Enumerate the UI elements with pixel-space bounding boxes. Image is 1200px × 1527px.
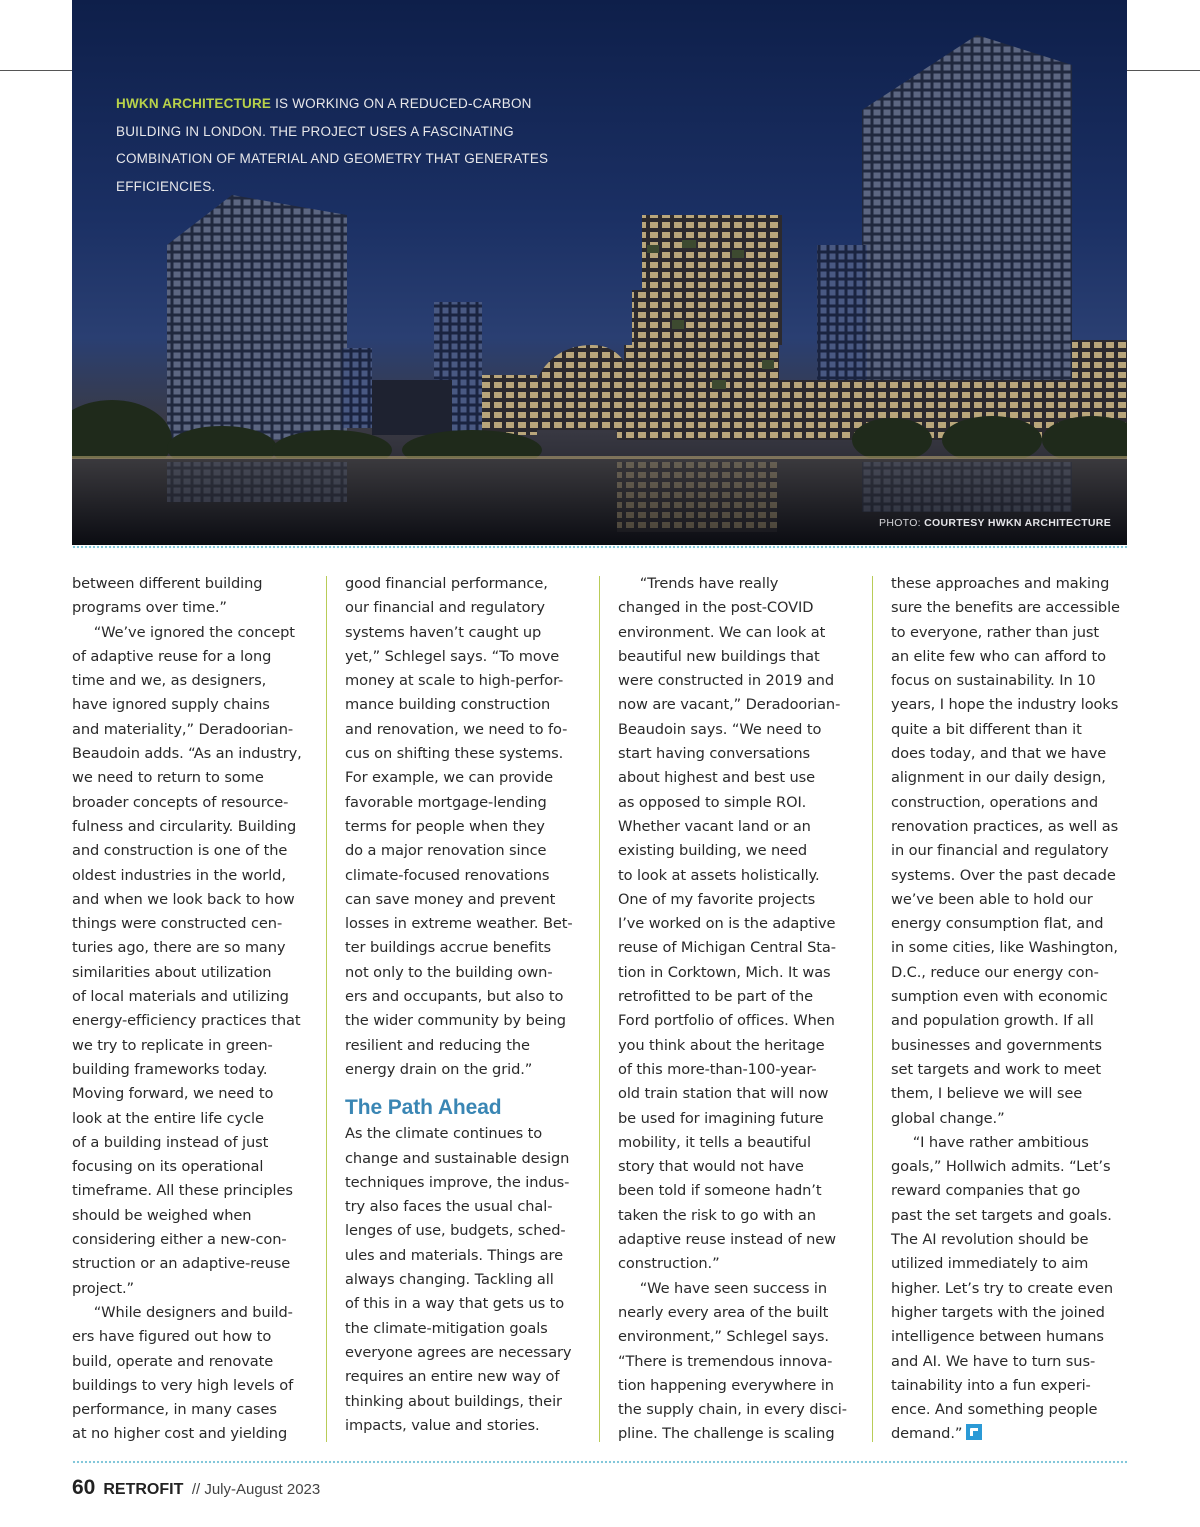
column-rule-2 bbox=[599, 576, 600, 1442]
section-heading: The Path Ahead bbox=[345, 1096, 502, 1120]
paragraph: between different building programs over time.” bbox=[72, 575, 263, 617]
paragraph: “While designers and build- ers have figured out how to build, operate and renovate buildings to very high levels of performance, in many cases at no higher cost and yielding bbox=[72, 1303, 294, 1443]
paragraph: these approaches and making sure the benefits are accessible to everyone, rather than just an elite few who can afford to focus on sustainability. In 10 years, I hope the industry looks quite a bit different than it does today, and that we have alignment in our daily design, construction, operations and renovation practices, as well as in our financial and regulatory systems. Over the past decade we’ve been able to hold our energy consumption flat, and in some cities, like Washington, D.C., reduce our energy con- sumption even with economic and population growth. If all businesses and governments set targets and work to meet them, I believe we will see global change.” bbox=[891, 575, 1120, 1127]
magazine-name: RETROFIT bbox=[103, 1481, 184, 1498]
column-rule-3 bbox=[872, 576, 873, 1442]
credit-name: COURTESY HWKN ARCHITECTURE bbox=[924, 517, 1111, 529]
text-column-1 bbox=[72, 572, 310, 1447]
photo-credit bbox=[879, 517, 1111, 529]
paragraph bbox=[891, 1131, 1129, 1447]
page-number: 60 bbox=[72, 1476, 96, 1499]
caption-text: IS WORKING ON A REDUCED-CARBON BUILDING IN LONDON. THE PROJECT USES A FASCINATING COMBINATION OF MATERIAL AND GEOMETRY THAT GENERATES EFFICIENCIES. bbox=[116, 96, 549, 194]
issue-date: // July-August 2023 bbox=[191, 1481, 321, 1498]
closing-paragraph-text: “I have rather ambitious goals,” Hollwich admits. “Let’s reward companies that go past the set targets and goals. The AI revolution should be utilized immediately to aim higher. Let’s try to create even higher targets with the joined intelligence between humans and AI. We have to turn sus- tainability into a fun experi- ence. And something people demand.” bbox=[891, 1133, 1114, 1443]
text-column-3 bbox=[618, 572, 856, 1447]
photo-bottom-rule bbox=[72, 545, 1127, 549]
credit-prefix: PHOTO: bbox=[879, 517, 925, 529]
paragraph: good financial performance, our financial and regulatory systems haven’t caught up yet,” Schlegel says. “To move money at scale to high-perfor- mance building construction and renovation, we need to fo- cus on shifting these systems. For example, we can provide favorable mortgage-lending terms for people when they do a major renovation since climate-focused renovations can save money and prevent losses in extreme weather. Bet- ter buildings accrue benefits not only to the building own- ers and occupants, but also to the wider community by being resilient and reducing the energy drain on the grid.” bbox=[345, 575, 573, 1078]
paragraph: “We have seen success in nearly every area of the built environment,” Schlegel says. “There is tremendous innova- tion happening everywhere in the supply chain, in every disci- pline. The challenge is scaling bbox=[618, 1279, 847, 1443]
column-rule-1 bbox=[326, 576, 327, 1442]
header-rule-left bbox=[0, 70, 72, 71]
page-footer bbox=[72, 1476, 320, 1500]
paragraph: As the climate continues to change and sustainable design techniques improve, the indus- try also faces the usual chal- lenges of use, budgets, sched- ules and materials. Things are always changing. Tackling all of this in a way that gets us to the climate-mitigation goals everyone agrees are necessary requires an entire new way of thinking about buildings, their impacts, value and stories. bbox=[345, 1125, 572, 1434]
article-end-icon bbox=[966, 1424, 982, 1440]
photo-caption bbox=[116, 90, 586, 200]
caption-highlight: HWKN ARCHITECTURE bbox=[116, 96, 272, 111]
paragraph: “Trends have really changed in the post-COVID environment. We can look at beautiful new buildings that were constructed in 2019 and now are vacant,” Deradoorian- Beaudoin says. “We need to start having conversations about highest and best use as opposed to simple ROI. Whether vacant land or an existing building, we need to look at assets holistically. One of my favorite projects I’ve worked on is the adaptive reuse of Michigan Central Sta- tion in Corktown, Mich. It was retrofitted to be part of the Ford portfolio of offices. When you think about the heritage of this more-than-100-year- old train station that will now be used for imagining future mobility, it tells a beautiful story that would not have been told if someone hadn’t taken the risk to go with an adaptive reuse instead of new construction.” bbox=[618, 575, 841, 1273]
feature-photo bbox=[72, 0, 1127, 545]
text-column-4 bbox=[891, 572, 1129, 1447]
footer-rule bbox=[72, 1460, 1127, 1464]
night-city-illustration bbox=[72, 0, 1127, 545]
text-column-2 bbox=[345, 572, 583, 1438]
header-rule-right bbox=[1127, 70, 1200, 71]
paragraph: “We’ve ignored the concept of adaptive reuse for a long time and we, as designers, have ignored supply chains and materiality,” Deradoorian- Beaudoin adds. “As an industry, we need to return to some broader concepts of resource- fulness and circularity. Building and construction is one of the oldest industries in the world, and when we look back to how things were constructed cen- turies ago, there are so many similarities about utilization of local materials and utilizing energy-efficiency practices that we try to replicate in green- building frameworks today. Moving forward, we need to look at the entire life cycle of a building instead of just focusing on its operational timeframe. All these principles should be weighed when considering either a new-con- struction or an adaptive-reuse project.” bbox=[72, 623, 302, 1297]
